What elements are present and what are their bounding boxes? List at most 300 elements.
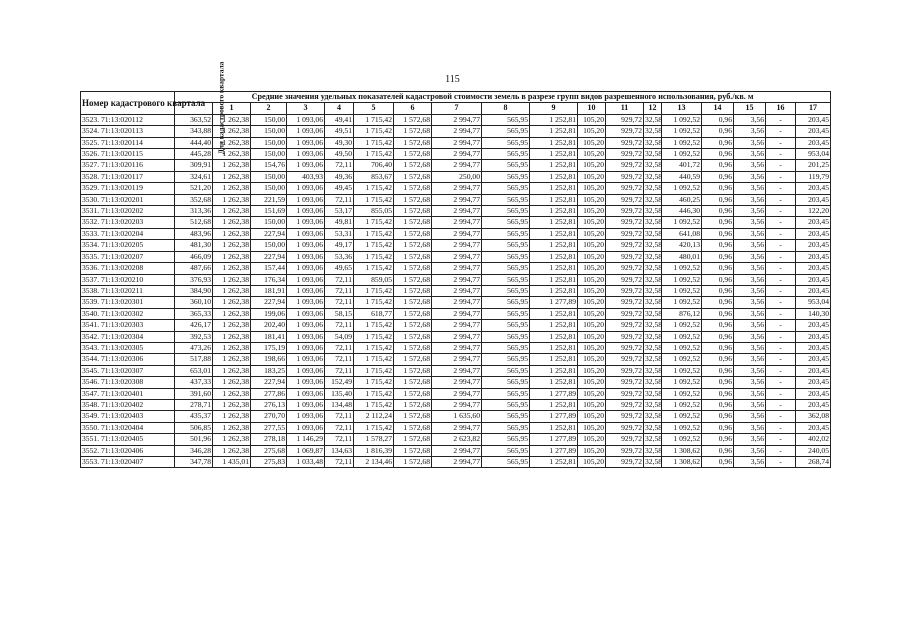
value-cell: 1 093,06 xyxy=(287,297,325,308)
value-cell: 203,45 xyxy=(796,263,831,274)
value-cell: 1 572,68 xyxy=(394,263,432,274)
table-row xyxy=(81,137,831,148)
value-cell: 1 252,81 xyxy=(530,194,578,205)
table-row xyxy=(81,297,831,308)
value-cell: 203,45 xyxy=(796,251,831,262)
value-cell: 0,96 xyxy=(702,263,734,274)
value-cell: 176,34 xyxy=(251,274,287,285)
table-row xyxy=(81,183,831,194)
value-cell: 565,95 xyxy=(482,342,530,353)
value-cell: 3,56 xyxy=(734,457,766,468)
value-cell: 72,11 xyxy=(325,434,354,445)
value-cell: 32,58 xyxy=(645,411,663,421)
value-cell: 392,53 xyxy=(175,331,213,342)
value-cell: 929,72 xyxy=(606,194,644,205)
value-cell: 487,66 xyxy=(175,263,213,274)
value-cell: 3,56 xyxy=(734,137,766,148)
value-cell: 105,20 xyxy=(578,137,606,148)
value-cell: 151,69 xyxy=(251,206,287,217)
value-cell: 150,00 xyxy=(251,149,287,160)
value-cell: 32,58 xyxy=(645,160,663,170)
table-row xyxy=(81,171,831,182)
value-cell: 2 994,77 xyxy=(432,422,482,433)
table-row xyxy=(81,308,831,319)
quarter-number-cell: 3526. 71:13:020115 xyxy=(81,149,175,160)
value-cell: 72,11 xyxy=(325,354,354,365)
value-cell: 0,96 xyxy=(702,342,734,353)
table-row xyxy=(81,445,831,456)
value-cell: 32,58 xyxy=(645,342,663,352)
value-cell: 1 033,48 xyxy=(287,457,325,468)
value-cell: 275,68 xyxy=(251,445,287,456)
value-cell: 3,56 xyxy=(734,297,766,308)
value-cell: 1 252,81 xyxy=(530,422,578,433)
value-cell: 1 092,52 xyxy=(662,331,702,342)
value-cell: 2 994,77 xyxy=(432,365,482,376)
quarter-number-cell: 3548. 71:13:020402 xyxy=(81,399,175,410)
table-row xyxy=(81,126,831,137)
table-row xyxy=(81,217,831,228)
value-cell: 1 252,81 xyxy=(530,320,578,331)
value-cell: 32,58 xyxy=(645,183,663,193)
value-cell: - xyxy=(766,206,796,217)
table-row xyxy=(81,114,831,125)
value-cell: 1 308,62 xyxy=(662,445,702,456)
value-cell: 460,25 xyxy=(662,194,702,205)
value-cell: 105,20 xyxy=(578,274,606,285)
value-cell: 1 092,52 xyxy=(662,114,702,125)
value-cell: 1 093,06 xyxy=(287,399,325,410)
value-cell: 402,02 xyxy=(796,434,831,445)
value-cell: 324,61 xyxy=(175,171,213,182)
value-cell: 1 572,68 xyxy=(394,399,432,410)
value-cell: 32,58 xyxy=(645,137,663,147)
value-cell: 1 093,06 xyxy=(287,126,325,137)
value-cell: 1 262,38 xyxy=(213,171,251,182)
value-cell: 1 715,42 xyxy=(354,240,394,251)
value-cell: 275,83 xyxy=(251,457,287,468)
value-cell: 1 715,42 xyxy=(354,137,394,148)
value-cell: 2 994,77 xyxy=(432,240,482,251)
value-cell: 859,05 xyxy=(354,274,394,285)
value-cell: 1 715,42 xyxy=(354,149,394,160)
value-cell: 2 994,77 xyxy=(432,388,482,399)
value-cell: 2 994,77 xyxy=(432,217,482,228)
value-cell: 2 994,77 xyxy=(432,206,482,217)
value-cell: 0,96 xyxy=(702,183,734,194)
quarter-number-cell: 3553. 71:13:020407 xyxy=(81,457,175,468)
value-cell: 1 572,68 xyxy=(394,331,432,342)
value-cell: 1 715,42 xyxy=(354,399,394,410)
value-cell: 929,72 xyxy=(606,445,644,456)
column-header-1: 1 xyxy=(213,103,251,114)
value-cell: 1 572,68 xyxy=(394,297,432,308)
value-cell: 929,72 xyxy=(606,251,644,262)
value-cell: 2 994,77 xyxy=(432,274,482,285)
value-cell: 0,96 xyxy=(702,274,734,285)
value-cell: 32,58 xyxy=(645,263,663,273)
quarter-number-cell: 3529. 71:13:020119 xyxy=(81,183,175,194)
value-cell: 929,72 xyxy=(606,320,644,331)
value-cell: 250,00 xyxy=(432,171,482,182)
value-cell: 49,81 xyxy=(325,217,354,228)
value-cell: 32,58 xyxy=(645,308,663,318)
value-cell: 1 572,68 xyxy=(394,434,432,445)
value-cell: 929,72 xyxy=(606,457,644,468)
value-cell: 1 093,06 xyxy=(287,354,325,365)
value-cell: 1 092,52 xyxy=(662,365,702,376)
value-cell: 565,95 xyxy=(482,228,530,239)
value-cell: 565,95 xyxy=(482,160,530,171)
value-cell: 0,96 xyxy=(702,388,734,399)
value-cell: 152,49 xyxy=(325,377,354,388)
quarter-number-cell: 3546. 71:13:020308 xyxy=(81,377,175,388)
value-cell: 105,20 xyxy=(578,251,606,262)
value-cell: 1 092,52 xyxy=(662,320,702,331)
value-cell: 0,96 xyxy=(702,114,734,125)
value-cell: 1 069,87 xyxy=(287,445,325,456)
value-cell: 105,20 xyxy=(578,126,606,137)
value-cell: 203,45 xyxy=(796,377,831,388)
column-header-11: 11 xyxy=(606,103,644,114)
value-cell: 3,56 xyxy=(734,354,766,365)
value-cell: 1 252,81 xyxy=(530,457,578,468)
value-cell: - xyxy=(766,388,796,399)
value-cell: 32,58 xyxy=(645,331,663,341)
value-cell: 437,33 xyxy=(175,377,213,388)
column-header-2: 2 xyxy=(251,103,287,114)
value-cell: 565,95 xyxy=(482,365,530,376)
value-cell: 32,58 xyxy=(645,228,663,238)
value-cell: 1 572,68 xyxy=(394,365,432,376)
value-cell: 203,45 xyxy=(796,365,831,376)
value-cell: 105,20 xyxy=(578,434,606,445)
value-cell: 363,52 xyxy=(175,114,213,125)
table-row xyxy=(81,388,831,399)
value-cell: 929,72 xyxy=(606,365,644,376)
value-cell: 105,20 xyxy=(578,183,606,194)
table-row xyxy=(81,320,831,331)
value-cell: 203,45 xyxy=(796,388,831,399)
value-cell: 1 262,38 xyxy=(213,354,251,365)
value-cell: 1 252,81 xyxy=(530,137,578,148)
value-cell: 3,56 xyxy=(734,160,766,171)
value-cell: 929,72 xyxy=(606,354,644,365)
value-cell: 618,77 xyxy=(354,308,394,319)
value-cell: 1 308,62 xyxy=(662,457,702,468)
value-cell: - xyxy=(766,160,796,171)
value-cell: 1 092,52 xyxy=(662,342,702,353)
value-cell: 203,45 xyxy=(796,320,831,331)
value-cell: 929,72 xyxy=(606,422,644,433)
value-cell: 2 994,77 xyxy=(432,399,482,410)
value-cell: 0,96 xyxy=(702,171,734,182)
value-cell: 483,96 xyxy=(175,228,213,239)
value-cell: 347,78 xyxy=(175,457,213,468)
value-cell: 1 092,52 xyxy=(662,137,702,148)
value-cell: 1 572,68 xyxy=(394,114,432,125)
value-cell: 105,20 xyxy=(578,457,606,468)
page-number: 115 xyxy=(445,74,460,85)
value-cell: 2 994,77 xyxy=(432,457,482,468)
value-cell: 3,56 xyxy=(734,399,766,410)
value-cell: 277,86 xyxy=(251,388,287,399)
value-cell: 1 252,81 xyxy=(530,114,578,125)
quarter-number-cell: 3533. 71:13:020204 xyxy=(81,228,175,239)
value-cell: 1 146,29 xyxy=(287,434,325,445)
value-cell: - xyxy=(766,399,796,410)
value-cell: 105,20 xyxy=(578,365,606,376)
value-cell: - xyxy=(766,228,796,239)
value-cell: 1 093,06 xyxy=(287,411,325,422)
value-cell: 2 994,77 xyxy=(432,137,482,148)
value-cell: 1 715,42 xyxy=(354,354,394,365)
value-cell: 565,95 xyxy=(482,457,530,468)
value-cell: 446,30 xyxy=(662,206,702,217)
table-row xyxy=(81,285,831,296)
value-cell: 565,95 xyxy=(482,377,530,388)
value-cell: 1 262,38 xyxy=(213,320,251,331)
value-cell: 1 262,38 xyxy=(213,274,251,285)
value-cell: 1 262,38 xyxy=(213,251,251,262)
value-cell: 105,20 xyxy=(578,331,606,342)
value-cell: 1 572,68 xyxy=(394,342,432,353)
value-cell: 1 715,42 xyxy=(354,126,394,137)
value-cell: 1 093,06 xyxy=(287,365,325,376)
table-row xyxy=(81,354,831,365)
value-cell: 3,56 xyxy=(734,114,766,125)
value-cell: 1 093,06 xyxy=(287,183,325,194)
value-cell: 3,56 xyxy=(734,240,766,251)
value-cell: 2 994,77 xyxy=(432,228,482,239)
value-cell: 2 994,77 xyxy=(432,251,482,262)
value-cell: 391,60 xyxy=(175,388,213,399)
value-cell: 1 715,42 xyxy=(354,297,394,308)
value-cell: 1 572,68 xyxy=(394,217,432,228)
value-cell: 1 262,38 xyxy=(213,422,251,433)
value-cell: 105,20 xyxy=(578,445,606,456)
value-cell: 227,94 xyxy=(251,297,287,308)
value-cell: - xyxy=(766,308,796,319)
value-cell: 435,37 xyxy=(175,411,213,422)
value-cell: 565,95 xyxy=(482,126,530,137)
value-cell: 203,45 xyxy=(796,194,831,205)
value-cell: 3,56 xyxy=(734,308,766,319)
value-cell: 2 994,77 xyxy=(432,126,482,137)
value-cell: 1 093,06 xyxy=(287,388,325,399)
value-cell: 403,93 xyxy=(287,171,325,182)
value-cell: 1 252,81 xyxy=(530,228,578,239)
value-cell: 1 262,38 xyxy=(213,331,251,342)
table-row xyxy=(81,251,831,262)
value-cell: 3,56 xyxy=(734,342,766,353)
value-cell: 565,95 xyxy=(482,217,530,228)
value-cell: 49,17 xyxy=(325,240,354,251)
value-cell: - xyxy=(766,251,796,262)
value-cell: 203,45 xyxy=(796,228,831,239)
value-cell: 0,96 xyxy=(702,149,734,160)
value-cell: 3,56 xyxy=(734,149,766,160)
value-cell: 1 715,42 xyxy=(354,388,394,399)
column-header-row xyxy=(81,103,831,114)
quarter-number-cell: 3537. 71:13:020210 xyxy=(81,274,175,285)
value-cell: 49,51 xyxy=(325,126,354,137)
value-cell: 3,56 xyxy=(734,434,766,445)
value-cell: 1 262,38 xyxy=(213,149,251,160)
value-cell: 49,50 xyxy=(325,149,354,160)
value-cell: 0,96 xyxy=(702,206,734,217)
value-cell: - xyxy=(766,342,796,353)
quarter-number-cell: 3532. 71:13:020203 xyxy=(81,217,175,228)
column-header-10: 10 xyxy=(578,103,606,114)
value-cell: 313,36 xyxy=(175,206,213,217)
value-cell: 203,45 xyxy=(796,399,831,410)
value-cell: 1 262,38 xyxy=(213,194,251,205)
value-cell: 1 715,42 xyxy=(354,422,394,433)
value-cell: 480,01 xyxy=(662,251,702,262)
value-cell: 1 572,68 xyxy=(394,354,432,365)
value-cell: 32,58 xyxy=(645,114,663,124)
value-cell: 3,56 xyxy=(734,251,766,262)
value-cell: 565,95 xyxy=(482,251,530,262)
value-cell: 565,95 xyxy=(482,422,530,433)
value-cell: 49,30 xyxy=(325,137,354,148)
value-cell: 1 715,42 xyxy=(354,342,394,353)
quarter-number-cell: 3542. 71:13:020304 xyxy=(81,331,175,342)
value-cell: 1 572,68 xyxy=(394,411,432,422)
value-cell: 1 262,38 xyxy=(213,411,251,422)
value-cell: 1 277,89 xyxy=(530,388,578,399)
value-cell: 565,95 xyxy=(482,297,530,308)
value-cell: 276,13 xyxy=(251,399,287,410)
value-cell: 653,01 xyxy=(175,365,213,376)
value-cell: 32,58 xyxy=(645,399,663,409)
value-cell: 1 262,38 xyxy=(213,183,251,194)
value-cell: 1 277,89 xyxy=(530,297,578,308)
value-cell: 140,30 xyxy=(796,308,831,319)
value-cell: 401,72 xyxy=(662,160,702,171)
value-cell: 181,91 xyxy=(251,285,287,296)
value-cell: 3,56 xyxy=(734,445,766,456)
value-cell: 1 093,06 xyxy=(287,342,325,353)
value-cell: 1 715,42 xyxy=(354,228,394,239)
table-row xyxy=(81,240,831,251)
value-cell: 565,95 xyxy=(482,194,530,205)
value-cell: 365,33 xyxy=(175,308,213,319)
value-cell: 227,94 xyxy=(251,251,287,262)
value-cell: 0,96 xyxy=(702,445,734,456)
value-cell: 444,40 xyxy=(175,137,213,148)
value-cell: 2 994,77 xyxy=(432,377,482,388)
value-cell: 420,13 xyxy=(662,240,702,251)
value-cell: 54,09 xyxy=(325,331,354,342)
quarter-number-cell: 3550. 71:13:020404 xyxy=(81,422,175,433)
value-cell: - xyxy=(766,114,796,125)
value-cell: - xyxy=(766,126,796,137)
value-cell: 72,11 xyxy=(325,342,354,353)
value-cell: 119,79 xyxy=(796,171,831,182)
value-cell: 2 994,77 xyxy=(432,342,482,353)
value-cell: 0,96 xyxy=(702,240,734,251)
value-cell: 1 092,52 xyxy=(662,434,702,445)
value-cell: 203,45 xyxy=(796,285,831,296)
value-cell: 565,95 xyxy=(482,434,530,445)
value-cell: 1 252,81 xyxy=(530,160,578,171)
value-cell: 72,11 xyxy=(325,297,354,308)
value-cell: 72,11 xyxy=(325,320,354,331)
value-cell: 517,88 xyxy=(175,354,213,365)
value-cell: 1 262,38 xyxy=(213,308,251,319)
table-row xyxy=(81,331,831,342)
value-cell: 2 994,77 xyxy=(432,297,482,308)
value-cell: 1 252,81 xyxy=(530,263,578,274)
value-cell: 105,20 xyxy=(578,114,606,125)
value-cell: 53,31 xyxy=(325,228,354,239)
value-cell: 1 093,06 xyxy=(287,114,325,125)
value-cell: 929,72 xyxy=(606,183,644,194)
value-cell: 1 816,39 xyxy=(354,445,394,456)
value-cell: 1 635,60 xyxy=(432,411,482,422)
quarter-number-cell: 3524. 71:13:020113 xyxy=(81,126,175,137)
value-cell: 1 093,06 xyxy=(287,274,325,285)
value-cell: 105,20 xyxy=(578,171,606,182)
value-cell: - xyxy=(766,422,796,433)
value-cell: 0,96 xyxy=(702,457,734,468)
value-cell: - xyxy=(766,171,796,182)
value-cell: 1 715,42 xyxy=(354,320,394,331)
value-cell: 105,20 xyxy=(578,388,606,399)
value-cell: 1 715,42 xyxy=(354,183,394,194)
value-cell: 203,45 xyxy=(796,126,831,137)
value-cell: 929,72 xyxy=(606,342,644,353)
value-cell: 929,72 xyxy=(606,206,644,217)
value-cell: 1 252,81 xyxy=(530,217,578,228)
value-cell: - xyxy=(766,240,796,251)
value-cell: 3,56 xyxy=(734,331,766,342)
value-cell: 1 572,68 xyxy=(394,240,432,251)
quarter-number-cell: 3544. 71:13:020306 xyxy=(81,354,175,365)
value-cell: 1 093,06 xyxy=(287,217,325,228)
value-cell: 105,20 xyxy=(578,263,606,274)
value-cell: 2 994,77 xyxy=(432,320,482,331)
value-cell: 929,72 xyxy=(606,217,644,228)
value-cell: 1 093,06 xyxy=(287,320,325,331)
value-cell: 352,68 xyxy=(175,194,213,205)
value-cell: 32,58 xyxy=(645,274,663,284)
value-cell: 929,72 xyxy=(606,285,644,296)
value-cell: 1 572,68 xyxy=(394,274,432,285)
value-cell: 1 252,81 xyxy=(530,377,578,388)
value-cell: 32,58 xyxy=(645,445,663,455)
value-cell: 32,58 xyxy=(645,285,663,295)
value-cell: 1 093,06 xyxy=(287,251,325,262)
value-cell: 227,94 xyxy=(251,228,287,239)
value-cell: 0,96 xyxy=(702,434,734,445)
value-cell: 343,88 xyxy=(175,126,213,137)
value-cell: 1 252,81 xyxy=(530,342,578,353)
value-cell: 72,11 xyxy=(325,422,354,433)
value-cell: 1 572,68 xyxy=(394,171,432,182)
value-cell: 203,45 xyxy=(796,331,831,342)
value-cell: 3,56 xyxy=(734,228,766,239)
value-cell: 3,56 xyxy=(734,206,766,217)
value-cell: 1 092,52 xyxy=(662,183,702,194)
value-cell: 32,58 xyxy=(645,194,663,204)
value-cell: - xyxy=(766,297,796,308)
value-cell: - xyxy=(766,149,796,160)
value-cell: 360,10 xyxy=(175,297,213,308)
value-cell: 706,40 xyxy=(354,160,394,171)
